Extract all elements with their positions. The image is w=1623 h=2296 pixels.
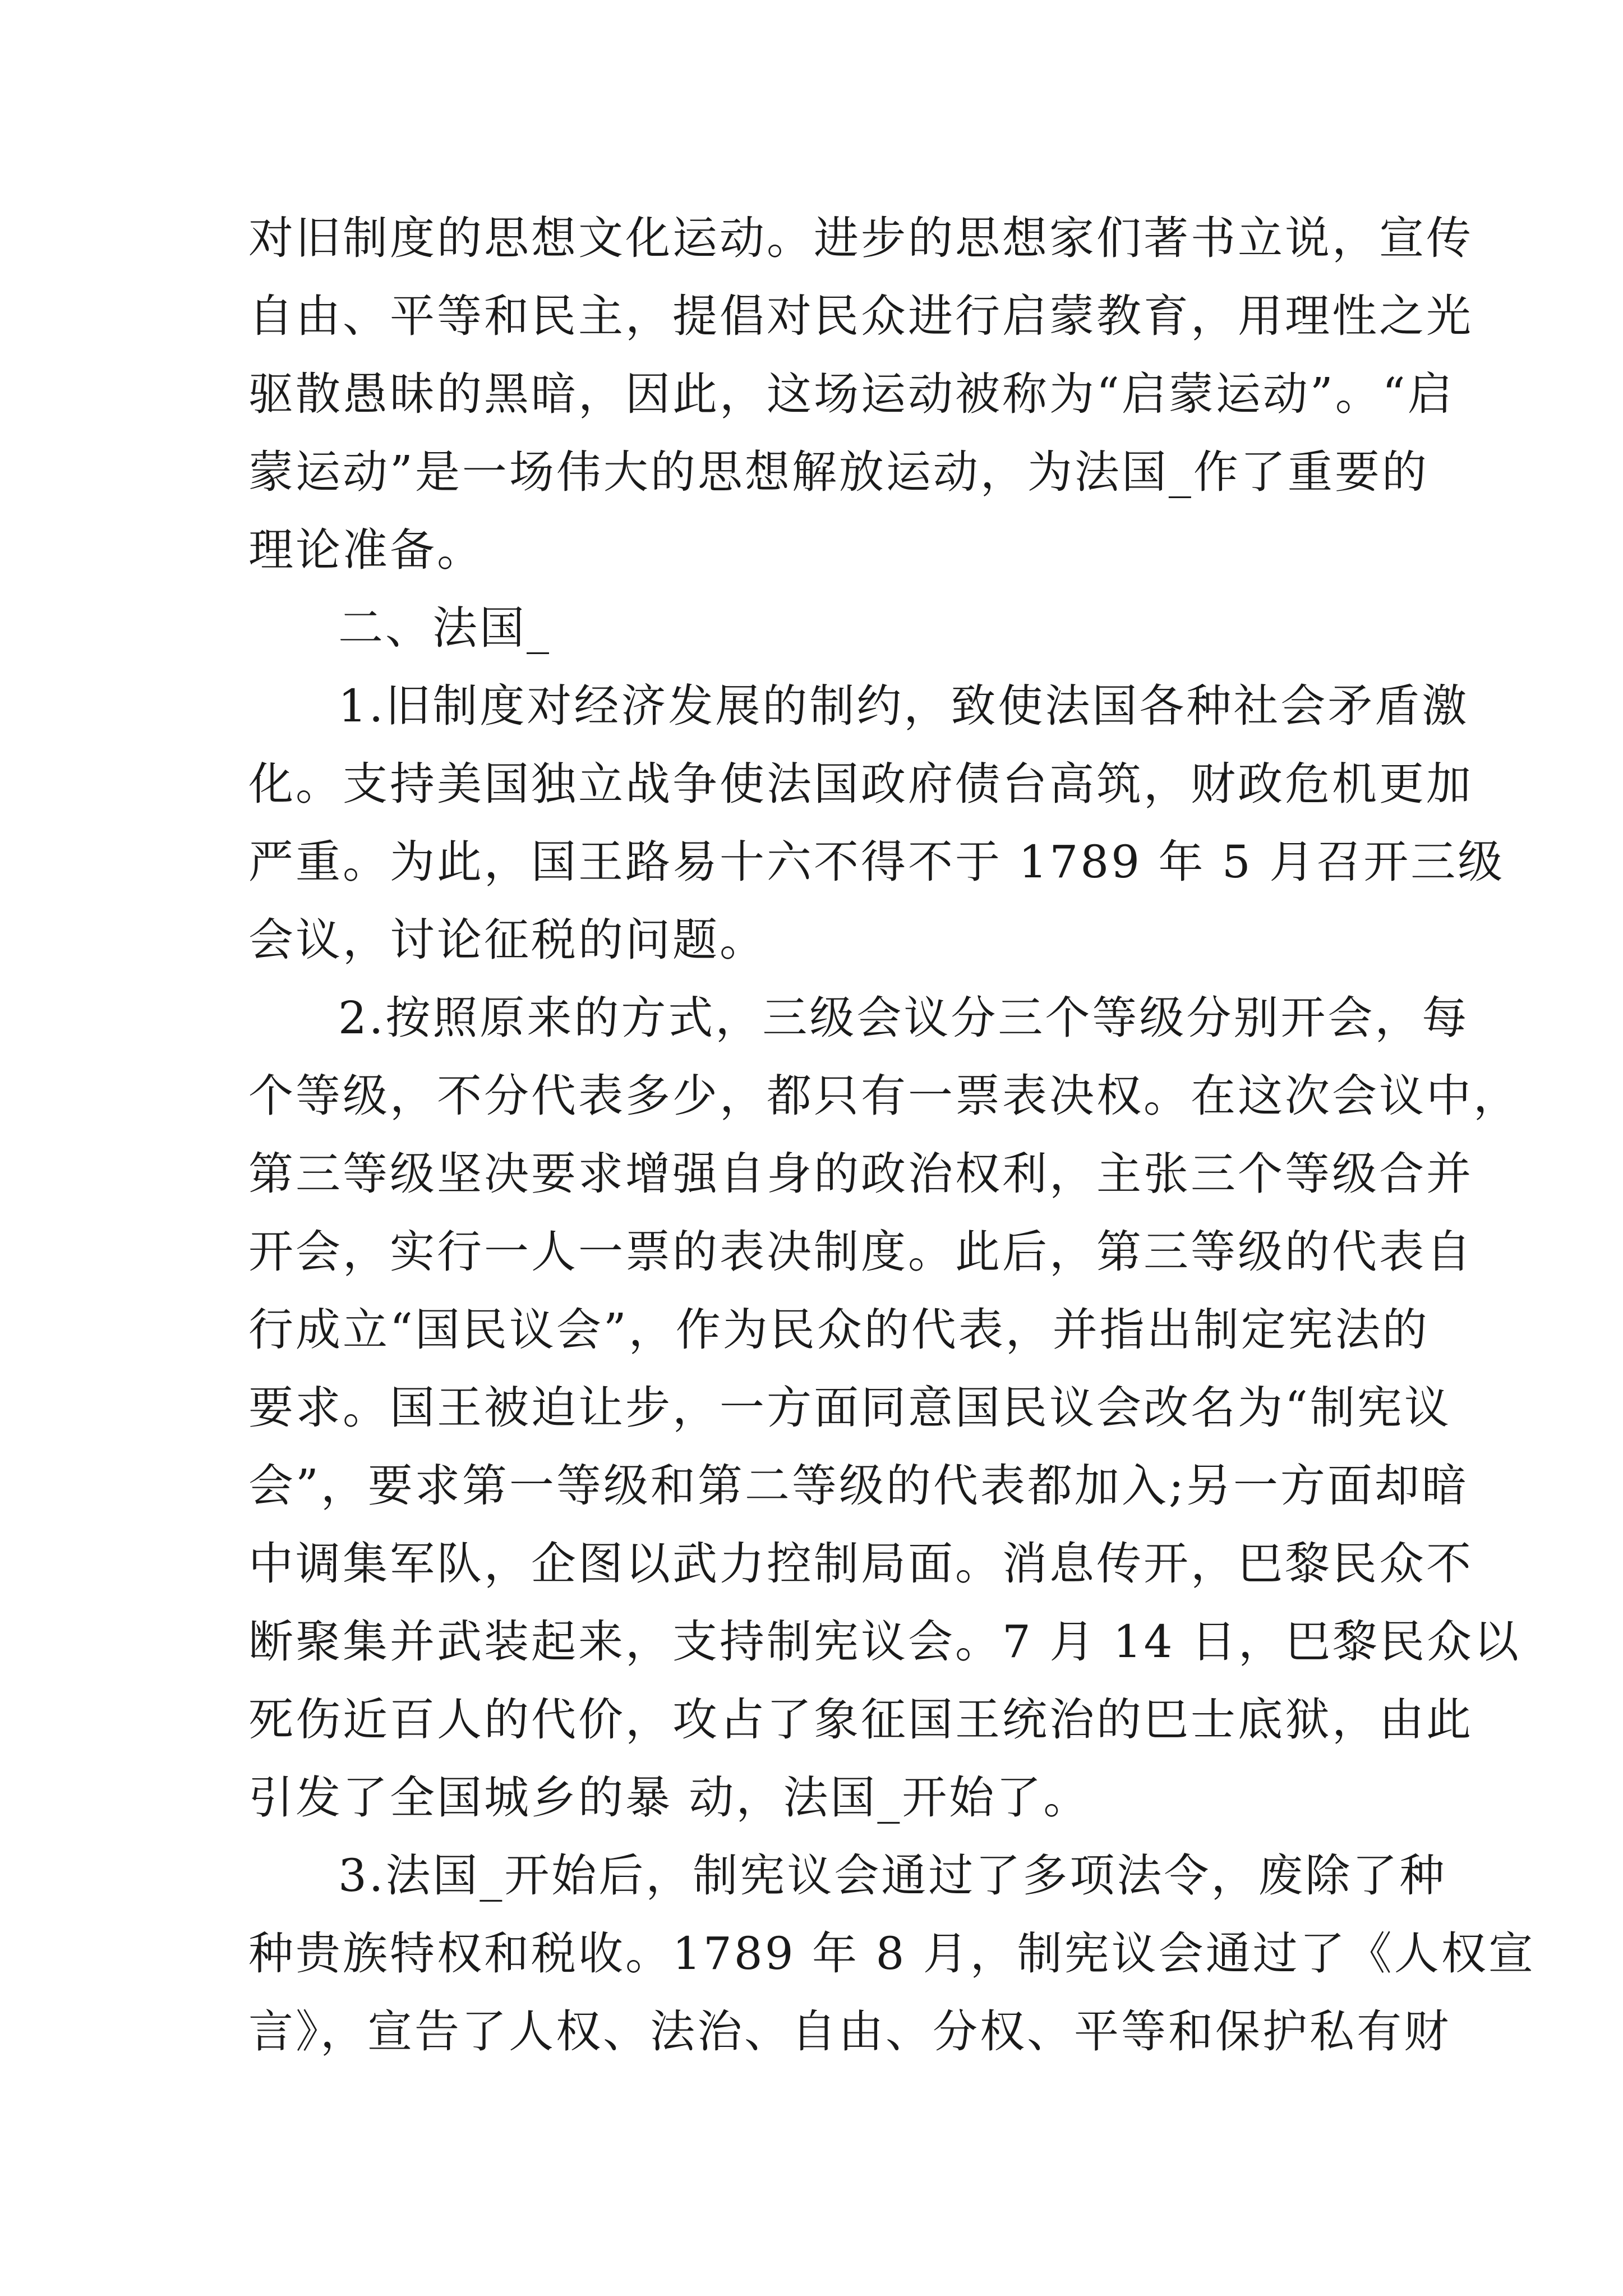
text-line: 行成立“国民议会”，作为民众的代表，并指出制定宪法的 (248, 1304, 1430, 1356)
text-line: 理论准备。 (248, 524, 484, 576)
text-line: 对旧制度的思想文化运动。进步的思想家们著书立说，宣传 (248, 212, 1473, 264)
text-line: 化。支持美国独立战争使法国政府债台高筑，财政危机更加 (248, 758, 1473, 810)
text-line: 种贵族特权和税收。1789 年 8 月，制宪议会通过了《人权宣 (248, 1927, 1536, 1980)
text-line: 1.旧制度对经济发展的制约，致使法国各种社会矛盾激 (338, 680, 1469, 732)
text-line: 死伤近百人的代价，攻占了象征国王统治的巴士底狱，由此 (248, 1694, 1473, 1746)
text-line: 严重。为此，国王路易十六不得不于 1789 年 5 月召开三级 (248, 836, 1505, 888)
heading-text: 二、法国_ (338, 602, 551, 654)
text-line: 驱散愚昧的黑暗，因此，这场运动被称为“启蒙运动”。“启 (248, 368, 1455, 420)
text-line: 个等级，不分代表多少，都只有一票表决权。在这次会议中， (248, 1070, 1520, 1122)
text-line: 言》，宣告了人权、法治、自由、分权、平等和保护私有财 (248, 2005, 1451, 2058)
section-heading (248, 589, 1393, 667)
text-line: 蒙运动”是一场伟大的思想解放运动，为法国_作了重要的 (248, 446, 1429, 498)
text-line: 要求。国王被迫让步，一方面同意国民议会改名为“制宪议 (248, 1382, 1451, 1434)
paragraph-item-3 (248, 1837, 1536, 2070)
text-line: 开会，实行一人一票的表决制度。此后，第三等级的代表自 (248, 1226, 1473, 1278)
text-line: 2.按照原来的方式，三级会议分三个等级分别开会，每 (338, 992, 1469, 1044)
text-line: 第三等级坚决要求增强自身的政治权利，主张三个等级合并 (248, 1148, 1473, 1200)
text-line: 会议，讨论征税的问题。 (248, 914, 767, 966)
paragraph-intro (248, 199, 1473, 589)
text-line: 3.法国_开始后，制宪议会通过了多项法令，废除了种 (338, 1849, 1447, 1902)
paragraph-item-2 (248, 979, 1521, 1837)
text-line: 自由、平等和民主，提倡对民众进行启蒙教育，用理性之光 (248, 290, 1473, 342)
text-line: 会”，要求第一等级和第二等级的代表都加入;另一方面却暗 (248, 1460, 1469, 1512)
text-line: 断聚集并武装起来，支持制宪议会。7 月 14 日，巴黎民众以 (248, 1616, 1521, 1668)
document-body (248, 199, 1536, 2070)
text-line: 引发了全国城乡的暴 动，法国_开始了。 (248, 1772, 1091, 1824)
text-line: 中调集军队，企图以武力控制局面。消息传开，巴黎民众不 (248, 1538, 1473, 1590)
paragraph-item-1 (248, 667, 1505, 979)
